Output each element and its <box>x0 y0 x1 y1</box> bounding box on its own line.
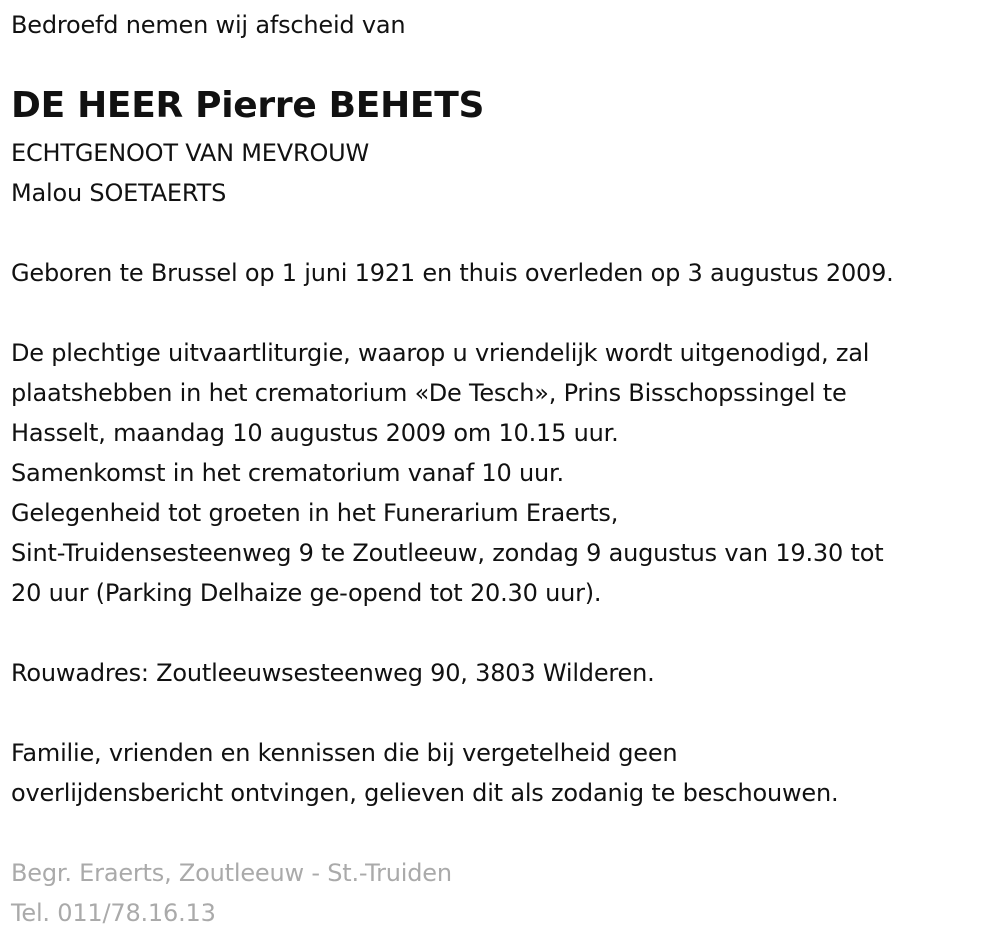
liturgy-block <box>11 333 883 613</box>
spouse-block <box>11 133 369 213</box>
liturgy-line: De plechtige uitvaartliturgie, waarop u vriendelijk wordt uitgenodigd, zal <box>11 339 870 367</box>
spouse-title: ECHTGENOOT VAN MEVROUW <box>11 139 370 167</box>
undertaker-phone: Tel. 011/78.16.13 <box>11 899 216 927</box>
mourning-address: Rouwadres: Zoutleeuwsesteenweg 90, 3803 Wilderen. <box>11 659 655 687</box>
liturgy-line: Samenkomst in het crematorium vanaf 10 uur. <box>11 459 564 487</box>
birth-death-block <box>11 253 894 293</box>
birth-death-text: Geboren te Brussel op 1 juni 1921 en thuis overleden op 3 augustus 2009. <box>11 259 894 287</box>
liturgy-line: Sint-Truidensesteenweg 9 te Zoutleeuw, zondag 9 augustus van 19.30 tot <box>11 539 884 567</box>
undertaker-name: Begr. Eraerts, Zoutleeuw - St.-Truiden <box>11 859 452 887</box>
family-line: Familie, vrienden en kennissen die bij vergetelheid geen <box>11 739 678 767</box>
intro-text: Bedroefd nemen wij afscheid van <box>11 11 406 39</box>
liturgy-line: Gelegenheid tot groeten in het Funerarium Eraerts, <box>11 499 619 527</box>
family-line: overlijdensbericht ontvingen, gelieven dit als zodanig te beschouwen. <box>11 779 839 807</box>
family-block <box>11 733 838 813</box>
liturgy-line: 20 uur (Parking Delhaize ge-opend tot 20.30 uur). <box>11 579 602 607</box>
deceased-name: DE HEER Pierre BEHETS <box>11 85 485 126</box>
address-block <box>11 653 655 693</box>
liturgy-line: Hasselt, maandag 10 augustus 2009 om 10.15 uur. <box>11 419 619 447</box>
liturgy-line: plaatshebben in het crematorium «De Tesch», Prins Bisschopssingel te <box>11 379 847 407</box>
spouse-name: Malou SOETAERTS <box>11 179 227 207</box>
undertaker-footer <box>11 853 452 933</box>
